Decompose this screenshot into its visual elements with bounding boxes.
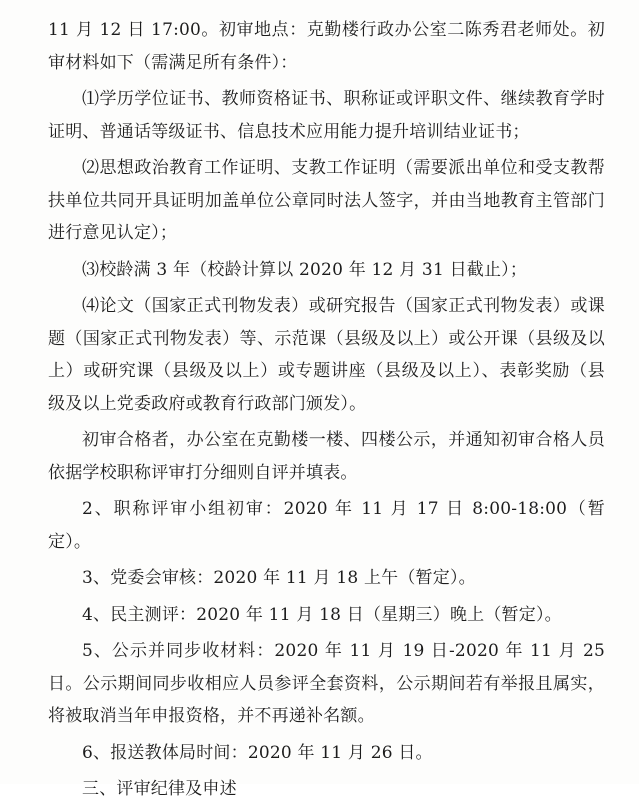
paragraph-item-3-school-age: ⑶校龄满 3 年（校龄计算以 2020 年 12 月 31 日截止）； (82, 259, 528, 280)
paragraph-step-3: 3、党委会审核：2020 年 11 月 18 上午（暂定）。 (82, 568, 476, 588)
paragraph-step-6: 6、报送教体局时间：2020 年 11 月 26 日。 (82, 742, 433, 763)
paragraph-item-2-work-proof: ⑵思想政治教育工作证明、支教工作证明（需要派出单位和受支教帮扶单位共同开具证明加盖单位公章同时法人签字，并由当地教育主管部门进行意见认定）； (48, 158, 605, 243)
section-heading-3: 三、评审纪律及申述 (82, 779, 237, 799)
paragraph-step-2: 2、职称评审小组初审：2020 年 11 月 17 日 8:00-18:00（暂定）。 (48, 499, 605, 552)
paragraph-step-5: 5、公示并同步收材料：2020 年 11 月 19 日-2020 年 11 月 25 日。公示期间同步收相应人员参评全套资料，公示期间若有举报且属实，将被取消当年申报资格，并不再递补名额。 (48, 641, 605, 726)
paragraph-item-4-papers-awards: ⑷论文（国家正式刊物发表）或研究报告（国家正式刊物发表）或课题（国家正式刊物发表）等、示范课（县级及以上）或公开课（县级及以上）或研究课（县级及以上）或专题讲座（县级及以上）、表彰奖励（县级及以上党委政府或教育行政部门颁发）。 (48, 296, 605, 414)
paragraph-step-4: 4、民主测评：2020 年 11 月 18 日（星期三）晚上（暂定）。 (82, 604, 562, 625)
paragraph-item-1-certificates: ⑴学历学位证书、教师资格证书、职称证或评职文件、继续教育学时证明、普通话等级证书、信息技术应用能力提升培训结业证书； (48, 89, 605, 142)
paragraph-initial-qualified: 初审合格者，办公室在克勤楼一楼、四楼公示，并通知初审合格人员依据学校职称评审打分细则自评并填表。 (48, 430, 605, 483)
paragraph-initial-review-time-place: 11 月 12 日 17:00。初审地点：克勤楼行政办公室二陈秀君老师处。初审材料如下（需满足所有条件）： (48, 20, 605, 73)
